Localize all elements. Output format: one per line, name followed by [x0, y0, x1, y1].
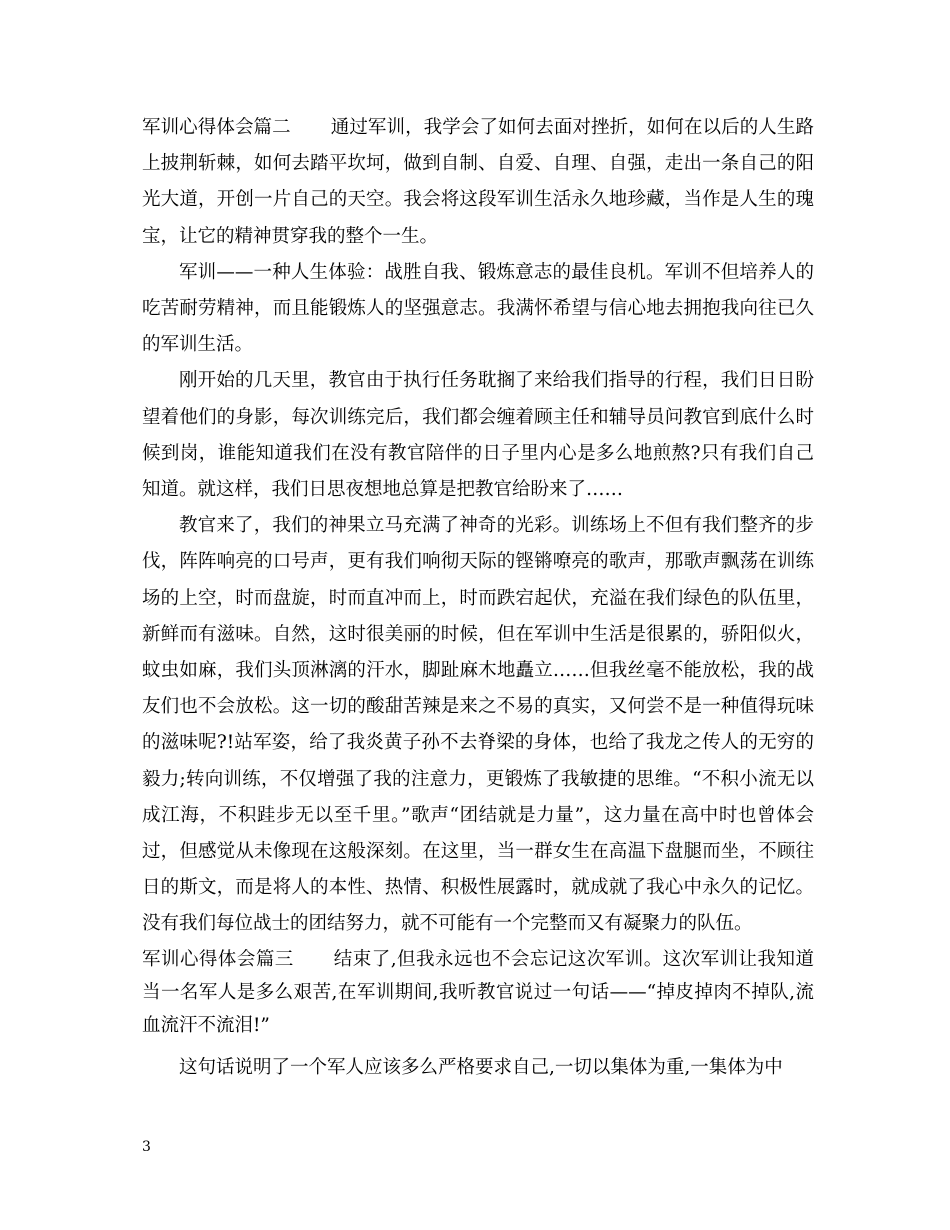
document-body: [142, 110, 814, 1086]
page-number: 3: [142, 1139, 151, 1155]
section-three-heading: 军训心得体会篇三: [142, 948, 294, 970]
section-two-first-paragraph: [142, 110, 814, 255]
section-two-paragraph-3: 刚开始的几天里，教官由于执行任务耽搁了来给我们指导的行程，我们日日盼望着他们的身影，每次训练完后，我们都会缠着顾主任和辅导员问教官到底什么时候到岗，谁能知道我们在没有教官陪伴的日子里内心是多么地煎熬?只有我们自己知道。就这样，我们日思夜想地总算是把教官给盼来了……: [142, 370, 814, 501]
section-two-paragraph-2: 军训——一种人生体验：战胜自我、锻炼意志的最佳良机。军训不但培养人的吃苦耐劳精神，而且能锻炼人的坚强意志。我满怀希望与信心地去拥抱我向往已久的军训生活。: [142, 261, 814, 356]
section-three-paragraph-2: 这句话说明了一个军人应该多么严格要求自己,一切以集体为重,一集体为中: [179, 1056, 783, 1078]
section-three-paragraph-1: 结束了,但我永远也不会忘记这次军训。这次军训让我知道当一名军人是多么艰苦,在军训期间,我听教官说过一句话——“掉皮掉肉不掉队,流血流汗不流泪!”: [142, 948, 814, 1036]
section-two-heading: 军训心得体会篇二: [142, 117, 291, 138]
section-two-paragraph-1: 通过军训，我学会了如何去面对挫折，如何在以后的人生路上披荆斩棘，如何去踏平坎坷，做到自制、自爱、自理、自强，走出一条自己的阳光大道，开创一片自己的天空。我会将这段军训生活永久地珍藏，当作是人生的瑰宝，让它的精神贯穿我的整个一生。: [142, 117, 814, 247]
paragraph-spacer: [142, 1042, 814, 1050]
section-three-first-paragraph: [142, 943, 814, 1042]
section-two-paragraph-4: 教官来了，我们的神果立马充满了神奇的光彩。训练场上不但有我们整齐的步伐，阵阵响亮的口号声，更有我们响彻天际的铿锵嘹亮的歌声，那歌声飘荡在训练场的上空，时而盘旋，时而直冲而上，时而跌宕起伏，充溢在我们绿色的队伍里，新鲜而有滋味。自然，这时很美丽的时候，但在军训中生活是很累的，骄阳似火，蚊虫如麻，我们头顶淋漓的汗水，脚趾麻木地矗立……但我丝毫不能放松，我的战友们也不会放松。这一切的酸甜苦辣是来之不易的真实，又何尝不是一种值得玩味的滋味呢?!站军姿，给了我炎黄子孙不去脊梁的身体，也给了我龙之传人的无穷的毅力;转向训练，不仅增强了我的注意力，更锻炼了我敏捷的思维。“不积小流无以成江海，不积跬步无以至千里。”歌声“团结就是力量”，这力量在高中时也曾体会过，但感觉从未像现在这般深刻。在这里，当一群女生在高温下盘腿而坐，不顾往日的斯文，而是将人的本性、热情、积极性展露时，就成就了我心中永久的记忆。没有我们每位战士的团结努力，就不可能有一个完整而又有凝聚力的队伍。: [142, 515, 814, 935]
